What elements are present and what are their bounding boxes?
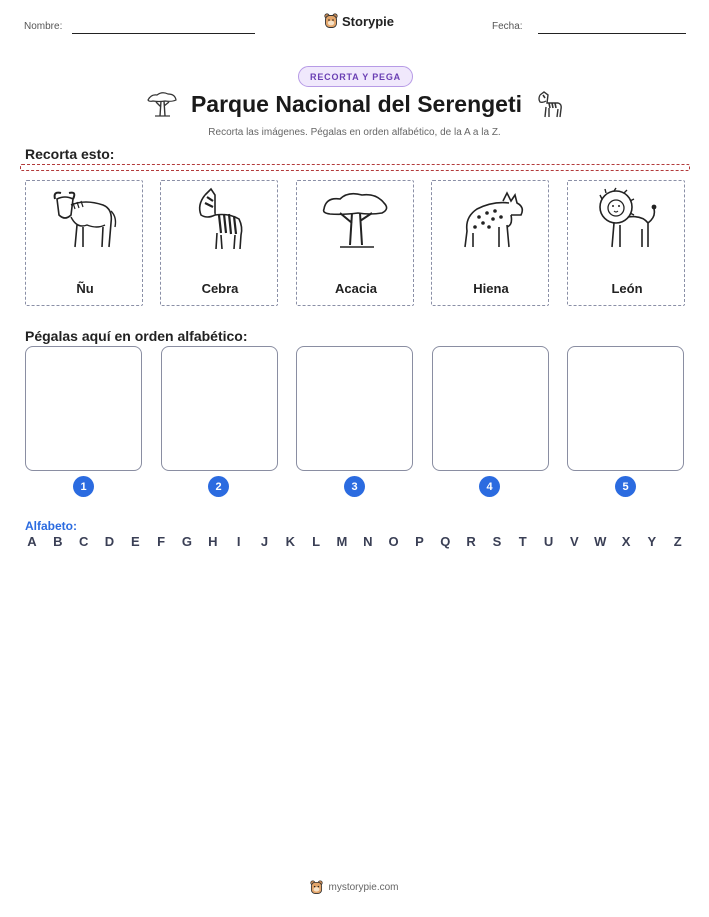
alphabet-letter: X (621, 534, 631, 549)
alphabet-heading: Alfabeto: (25, 519, 77, 533)
zebra-icon (185, 187, 255, 253)
activity-badge: RECORTA Y PEGA (298, 66, 413, 87)
alphabet-letter: V (570, 534, 579, 549)
paste-section-heading: Pégalas aquí en orden alfabético: (25, 328, 248, 344)
alphabet-letter: O (388, 534, 399, 549)
alphabet-letter: N (363, 534, 373, 549)
card-label: León (611, 281, 643, 296)
cut-card-acacia[interactable] (296, 180, 414, 306)
alphabet-letter: W (594, 534, 607, 549)
lion-icon (592, 187, 662, 253)
bear-mascot-icon (310, 880, 323, 895)
alphabet-letter: F (157, 534, 166, 549)
paste-slot-3[interactable] (296, 346, 413, 471)
slot-number-badge: 1 (73, 476, 94, 497)
cut-line (20, 164, 690, 171)
footer (0, 880, 709, 895)
alphabet-letter: M (336, 534, 348, 549)
alphabet-letter: C (78, 534, 89, 549)
wildebeest-icon (47, 187, 123, 253)
name-label: Nombre: (24, 21, 63, 32)
cut-card-cebra[interactable] (160, 180, 278, 306)
card-label: Cebra (201, 281, 239, 296)
date-label: Fecha: (492, 21, 523, 32)
date-field-line[interactable] (538, 33, 686, 34)
alphabet-letter: E (130, 534, 140, 549)
cut-card-nu[interactable] (25, 180, 143, 306)
paste-slot-4[interactable] (432, 346, 549, 471)
slot-number-badge: 2 (208, 476, 229, 497)
cut-section-heading: Recorta esto: (25, 146, 115, 162)
alphabet-letter: Q (440, 534, 451, 549)
alphabet-letter: U (543, 534, 554, 549)
slot-number-badge: 3 (344, 476, 365, 497)
paste-slot-1[interactable] (25, 346, 142, 471)
title-row (0, 89, 709, 119)
alphabet-letter: R (466, 534, 476, 549)
hyena-icon (453, 187, 529, 253)
acacia-tree-icon (145, 90, 179, 118)
card-label: Acacia (335, 281, 377, 296)
alphabet-letter: Y (647, 534, 657, 549)
alphabet-letter: T (518, 534, 527, 549)
alphabet-letter: K (285, 534, 295, 549)
card-label: Ñu (76, 281, 94, 296)
zebra-icon (534, 89, 564, 119)
alphabet-letter: A (27, 534, 37, 549)
cut-card-hiena[interactable] (431, 180, 549, 306)
paste-slot-5[interactable] (567, 346, 684, 471)
name-field-line[interactable] (72, 33, 255, 34)
cut-card-leon[interactable] (567, 180, 685, 306)
brand-name: Storypie (342, 13, 395, 29)
acacia-tree-icon (318, 187, 394, 253)
paste-slot-2[interactable] (161, 346, 278, 471)
instructions-text: Recorta las imágenes. Pégalas en orden alfabético, de la A a la Z. (208, 127, 501, 138)
alphabet-letter: I (236, 534, 241, 549)
page-title: Parque Nacional del Serengeti (190, 90, 523, 117)
storypie-logo (324, 13, 394, 29)
card-label: Hiena (473, 281, 509, 296)
alphabet-letter: H (208, 534, 218, 549)
footer-url[interactable]: mystorypie.com (328, 882, 399, 893)
alphabet-letter: P (415, 534, 424, 549)
alphabet-letter: S (492, 534, 502, 549)
alphabet-letter: B (53, 534, 63, 549)
slot-number-badge: 5 (615, 476, 636, 497)
alphabet-letter: D (104, 534, 115, 549)
alphabet-letter: J (260, 534, 269, 549)
slot-number-badge: 4 (479, 476, 500, 497)
bear-mascot-icon (324, 13, 338, 29)
alphabet-row (25, 534, 685, 549)
alphabet-letter: G (181, 534, 193, 549)
alphabet-letter: Z (673, 534, 682, 549)
alphabet-letter: L (312, 534, 321, 549)
